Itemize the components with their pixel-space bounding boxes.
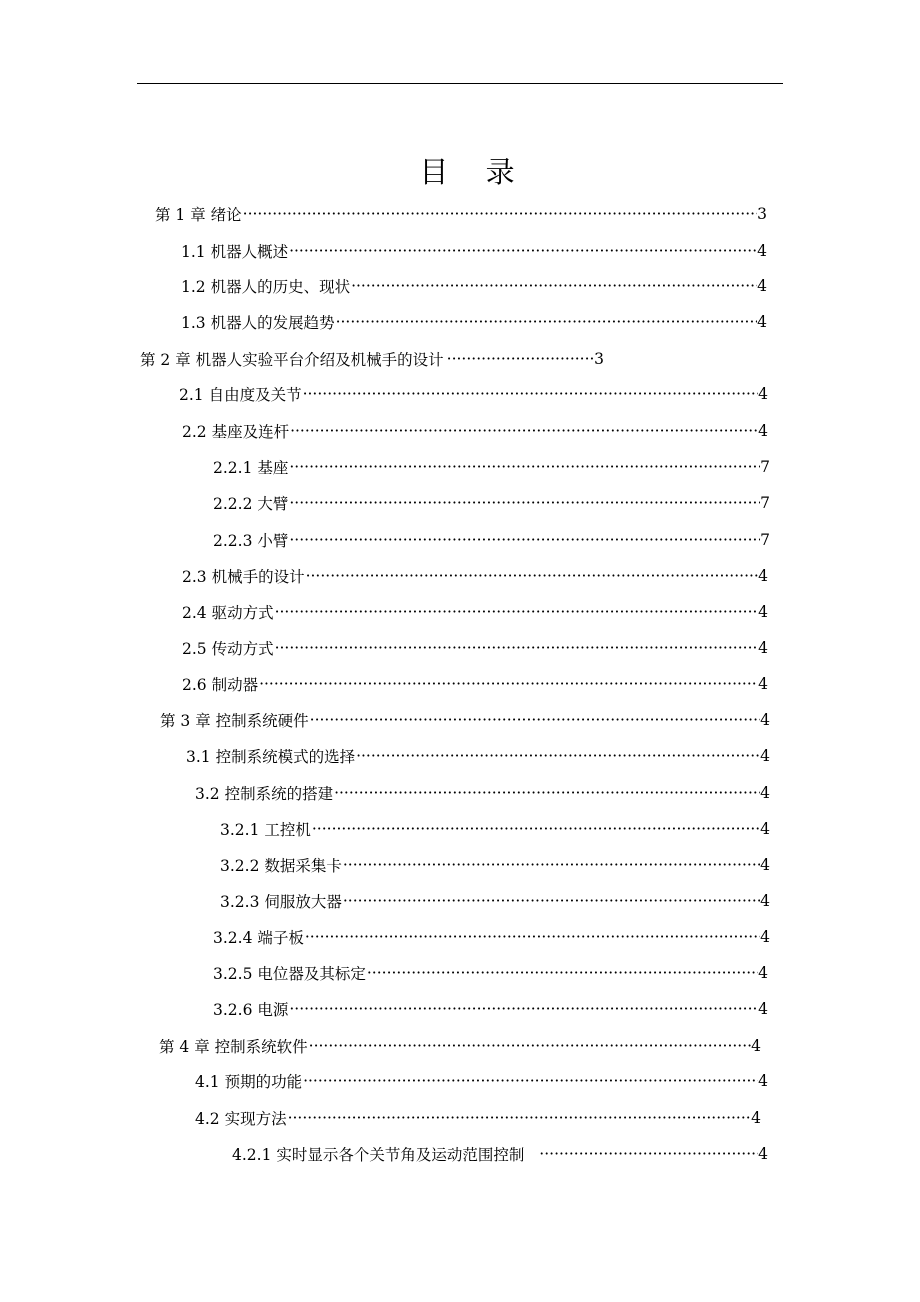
toc-entry-label: 第 4 章 控制系统软件: [159, 1038, 308, 1056]
toc-entry-page: 4: [758, 567, 768, 585]
toc-entry-page: 4: [757, 313, 767, 331]
toc-entry-page: 4: [751, 1109, 761, 1127]
toc-leader: [366, 964, 758, 982]
toc-entry[interactable]: [182, 599, 768, 625]
toc-entry-page: 4: [760, 820, 770, 838]
toc-entry[interactable]: [159, 1033, 761, 1059]
toc-leader: [288, 494, 760, 512]
toc-entry-page: 4: [751, 1037, 761, 1055]
toc-leader: [302, 385, 759, 403]
toc-entry-label: 2.1 自由度及关节: [179, 386, 302, 404]
toc-entry-label: 2.2.2 大臂: [213, 495, 289, 513]
toc-entry-label: 3.2 控制系统的搭建: [195, 785, 334, 803]
toc-entry-label: 第 1 章 绪论: [155, 206, 242, 224]
toc-entry[interactable]: [160, 707, 770, 733]
toc-entry-page: 4: [758, 1000, 768, 1018]
toc-leader: [288, 1000, 758, 1018]
toc-entry[interactable]: [220, 888, 770, 914]
toc-entry-page: 4: [758, 964, 768, 982]
toc-entry[interactable]: [213, 454, 770, 480]
toc-entry[interactable]: [195, 780, 770, 806]
toc-entry-label: 3.2.1 工控机: [220, 821, 311, 839]
toc-leader: [304, 928, 760, 946]
toc-leader: [274, 639, 759, 657]
toc-leader: [309, 711, 760, 729]
toc-entry[interactable]: [213, 960, 768, 986]
toc-entry-page: 4: [758, 639, 768, 657]
toc-entry-page: 4: [760, 892, 770, 910]
toc-entry-page: 7: [760, 531, 770, 549]
toc-leader: [288, 458, 760, 476]
toc-entry-label: 2.2.3 小臂: [213, 532, 289, 550]
toc-entry-label: 1.2 机器人的历史、现状: [181, 278, 351, 296]
toc-entry[interactable]: [182, 563, 768, 589]
toc-leader: [288, 242, 757, 260]
toc-entry[interactable]: [213, 490, 770, 516]
toc-entry-label: 3.2.5 电位器及其标定: [213, 965, 366, 983]
toc-leader: [305, 567, 759, 585]
toc-entry-page: 4: [758, 675, 768, 693]
toc-entry-label: 第 3 章 控制系统硬件: [160, 712, 309, 730]
toc-entry[interactable]: [232, 1141, 768, 1167]
toc-entry[interactable]: [213, 924, 770, 950]
toc-entry[interactable]: [155, 201, 767, 227]
toc-leader: [529, 1145, 758, 1163]
toc-entry[interactable]: [182, 635, 768, 661]
toc-leader: [333, 784, 760, 802]
toc-entry-page: 4: [760, 928, 770, 946]
toc-entry[interactable]: [220, 816, 770, 842]
toc-entry-page: 4: [757, 242, 767, 260]
toc-entry-label: 4.2 实现方法: [195, 1110, 287, 1128]
toc-leader: [289, 422, 758, 440]
toc-entry-label: 2.6 制动器: [182, 676, 259, 694]
toc-entry-label: 4.1 预期的功能: [195, 1073, 303, 1091]
page-title: 目 录: [419, 155, 529, 189]
toc-entry[interactable]: [179, 381, 768, 407]
toc-entry-page: 4: [760, 856, 770, 874]
toc-entry[interactable]: [213, 996, 768, 1022]
toc-leader: [288, 531, 760, 549]
toc-entry-page: 7: [760, 458, 770, 476]
toc-entry-page: 3: [757, 205, 767, 223]
toc-entry-page: 3: [594, 350, 604, 368]
toc-entry[interactable]: [213, 527, 770, 553]
toc-entry[interactable]: [181, 238, 767, 264]
toc-entry-label: 4.2.1 实时显示各个关节角及运动范围控制: [232, 1146, 530, 1164]
toc-leader: [355, 747, 760, 765]
toc-leader: [302, 1072, 758, 1090]
toc-entry-label: 3.2.2 数据采集卡: [220, 857, 342, 875]
toc-entry-label: 2.2 基座及连杆: [182, 423, 290, 441]
toc-entry[interactable]: [195, 1105, 761, 1131]
toc-entry-page: 4: [758, 1072, 768, 1090]
toc-entry-page: 4: [758, 385, 768, 403]
toc-entry-page: 4: [760, 784, 770, 802]
toc-entry-page: 4: [758, 1145, 768, 1163]
toc-entry-page: 4: [760, 711, 770, 729]
toc-entry[interactable]: [195, 1068, 768, 1094]
toc-entry[interactable]: [220, 852, 770, 878]
toc-entry-label: 3.1 控制系统模式的选择: [186, 748, 356, 766]
toc-entry-label: 2.3 机械手的设计: [182, 568, 305, 586]
toc-leader: [350, 277, 757, 295]
toc-leader: [444, 350, 594, 368]
toc-entry-label: 2.5 传动方式: [182, 640, 274, 658]
toc-entry[interactable]: [181, 309, 767, 335]
toc-entry-page: 7: [760, 494, 770, 512]
toc-leader: [242, 205, 757, 223]
toc-entry-label: 1.1 机器人概述: [181, 243, 289, 261]
toc-entry-label: 3.2.4 端子板: [213, 929, 304, 947]
toc-entry[interactable]: [186, 743, 770, 769]
toc-entry-page: 4: [760, 747, 770, 765]
toc-entry-label: 第 2 章 机器人实验平台介绍及机械手的设计: [140, 351, 444, 369]
toc-leader: [287, 1109, 752, 1127]
toc-entry-label: 3.2.6 电源: [213, 1001, 289, 1019]
toc-leader: [342, 856, 760, 874]
toc-leader: [342, 892, 760, 910]
toc-leader: [311, 820, 760, 838]
toc-leader: [258, 675, 758, 693]
toc-entry-page: 4: [758, 422, 768, 440]
toc-entry[interactable]: [140, 346, 604, 372]
toc-leader: [274, 603, 759, 621]
toc-entry[interactable]: [181, 273, 767, 299]
toc-entry-label: 1.3 机器人的发展趋势: [181, 314, 335, 332]
toc-leader: [335, 313, 758, 331]
toc-entry-page: 4: [758, 603, 768, 621]
toc-leader: [308, 1037, 751, 1055]
toc-entry-label: 2.4 驱动方式: [182, 604, 274, 622]
toc-entry[interactable]: [182, 418, 768, 444]
toc-entry-label: 2.2.1 基座: [213, 459, 289, 477]
toc-entry[interactable]: [182, 671, 768, 697]
toc-entry-label: 3.2.3 伺服放大器: [220, 893, 342, 911]
toc-entry-page: 4: [757, 277, 767, 295]
